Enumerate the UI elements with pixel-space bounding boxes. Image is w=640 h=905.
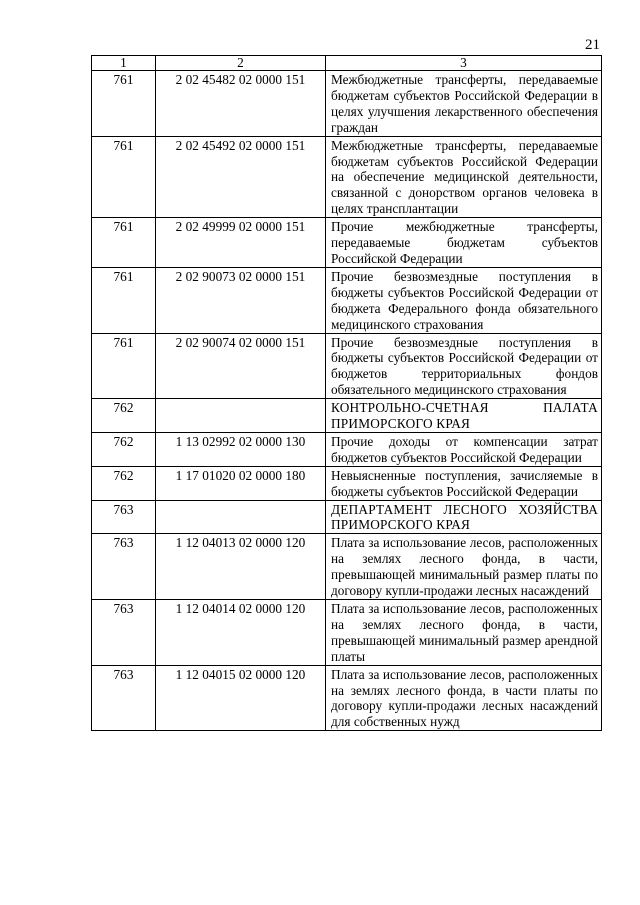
revenue-code-cell bbox=[156, 399, 326, 433]
revenue-name-cell: Межбюджетные трансферты, передаваемые бюджетам субъектов Российской Федерации в целях улучшения лекарственного обеспечения граждан bbox=[326, 71, 602, 137]
table-row bbox=[92, 534, 602, 600]
revenue-code-cell: 1 12 04015 02 0000 120 bbox=[156, 665, 326, 731]
admin-code-cell: 762 bbox=[92, 432, 156, 466]
revenue-name-cell: Плата за использование лесов, расположенных на землях лесного фонда, в части, превышающей минимальный размер платы по договору купли-продажи лесных насаждений bbox=[326, 534, 602, 600]
admin-code-cell: 763 bbox=[92, 534, 156, 600]
revenue-code-cell: 1 12 04013 02 0000 120 bbox=[156, 534, 326, 600]
table-row bbox=[92, 432, 602, 466]
table-row-section-header bbox=[92, 500, 602, 534]
revenue-name-cell: Прочие безвозмездные поступления в бюджеты субъектов Российской Федерации от бюджета Федерального фонда обязательного медицинского страхования bbox=[326, 267, 602, 333]
revenue-name-cell: Плата за использование лесов, расположенных на землях лесного фонда, в части, превышающей минимальный размер арендной платы bbox=[326, 600, 602, 666]
column-header-1: 1 bbox=[92, 56, 156, 71]
revenue-name-cell: Невыясненные поступления, зачисляемые в бюджеты субъектов Российской Федерации bbox=[326, 466, 602, 500]
table-row bbox=[92, 71, 602, 137]
revenue-code-cell: 2 02 90074 02 0000 151 bbox=[156, 333, 326, 399]
administrator-name-cell: КОНТРОЛЬНО-СЧЕТНАЯ ПАЛАТА ПРИМОРСКОГО КРАЯ bbox=[326, 399, 602, 433]
revenue-code-cell bbox=[156, 500, 326, 534]
admin-code-cell: 761 bbox=[92, 136, 156, 218]
table-row bbox=[92, 136, 602, 218]
admin-code-cell: 763 bbox=[92, 600, 156, 666]
revenue-name-cell: Плата за использование лесов, расположенных на землях лесного фонда, в части платы по договору купли-продажи лесных насаждений для собственных нужд bbox=[326, 665, 602, 731]
table-header-row bbox=[92, 56, 602, 71]
table-row bbox=[92, 333, 602, 399]
revenue-code-cell: 1 13 02992 02 0000 130 bbox=[156, 432, 326, 466]
revenue-name-cell: Прочие межбюджетные трансферты, передаваемые бюджетам субъектов Российской Федерации bbox=[326, 218, 602, 268]
revenue-name-cell: Межбюджетные трансферты, передаваемые бюджетам субъектов Российской Федерации на обеспечение медицинской деятельности, связанной с донорством органов человека в целях трансплантации bbox=[326, 136, 602, 218]
admin-code-cell: 762 bbox=[92, 466, 156, 500]
revenue-code-cell: 1 17 01020 02 0000 180 bbox=[156, 466, 326, 500]
admin-code-cell: 761 bbox=[92, 218, 156, 268]
admin-code-cell: 761 bbox=[92, 71, 156, 137]
column-header-2: 2 bbox=[156, 56, 326, 71]
administrator-name-cell: ДЕПАРТАМЕНТ ЛЕСНОГО ХОЗЯЙСТВА ПРИМОРСКОГО КРАЯ bbox=[326, 500, 602, 534]
table-row bbox=[92, 466, 602, 500]
admin-code-cell: 761 bbox=[92, 267, 156, 333]
admin-code-cell: 761 bbox=[92, 333, 156, 399]
admin-code-cell: 763 bbox=[92, 500, 156, 534]
table-row bbox=[92, 218, 602, 268]
revenue-code-cell: 2 02 49999 02 0000 151 bbox=[156, 218, 326, 268]
column-header-3: 3 bbox=[326, 56, 602, 71]
revenue-codes-table bbox=[91, 55, 602, 731]
table-row bbox=[92, 665, 602, 731]
revenue-code-cell: 1 12 04014 02 0000 120 bbox=[156, 600, 326, 666]
table-row-section-header bbox=[92, 399, 602, 433]
page-number: 21 bbox=[585, 37, 600, 53]
table-row bbox=[92, 600, 602, 666]
revenue-name-cell: Прочие доходы от компенсации затрат бюджетов субъектов Российской Федерации bbox=[326, 432, 602, 466]
revenue-name-cell: Прочие безвозмездные поступления в бюджеты субъектов Российской Федерации от бюджетов территориальных фондов обязательного медицинского страхования bbox=[326, 333, 602, 399]
revenue-code-cell: 2 02 90073 02 0000 151 bbox=[156, 267, 326, 333]
revenue-code-cell: 2 02 45492 02 0000 151 bbox=[156, 136, 326, 218]
admin-code-cell: 763 bbox=[92, 665, 156, 731]
revenue-code-cell: 2 02 45482 02 0000 151 bbox=[156, 71, 326, 137]
admin-code-cell: 762 bbox=[92, 399, 156, 433]
table-row bbox=[92, 267, 602, 333]
